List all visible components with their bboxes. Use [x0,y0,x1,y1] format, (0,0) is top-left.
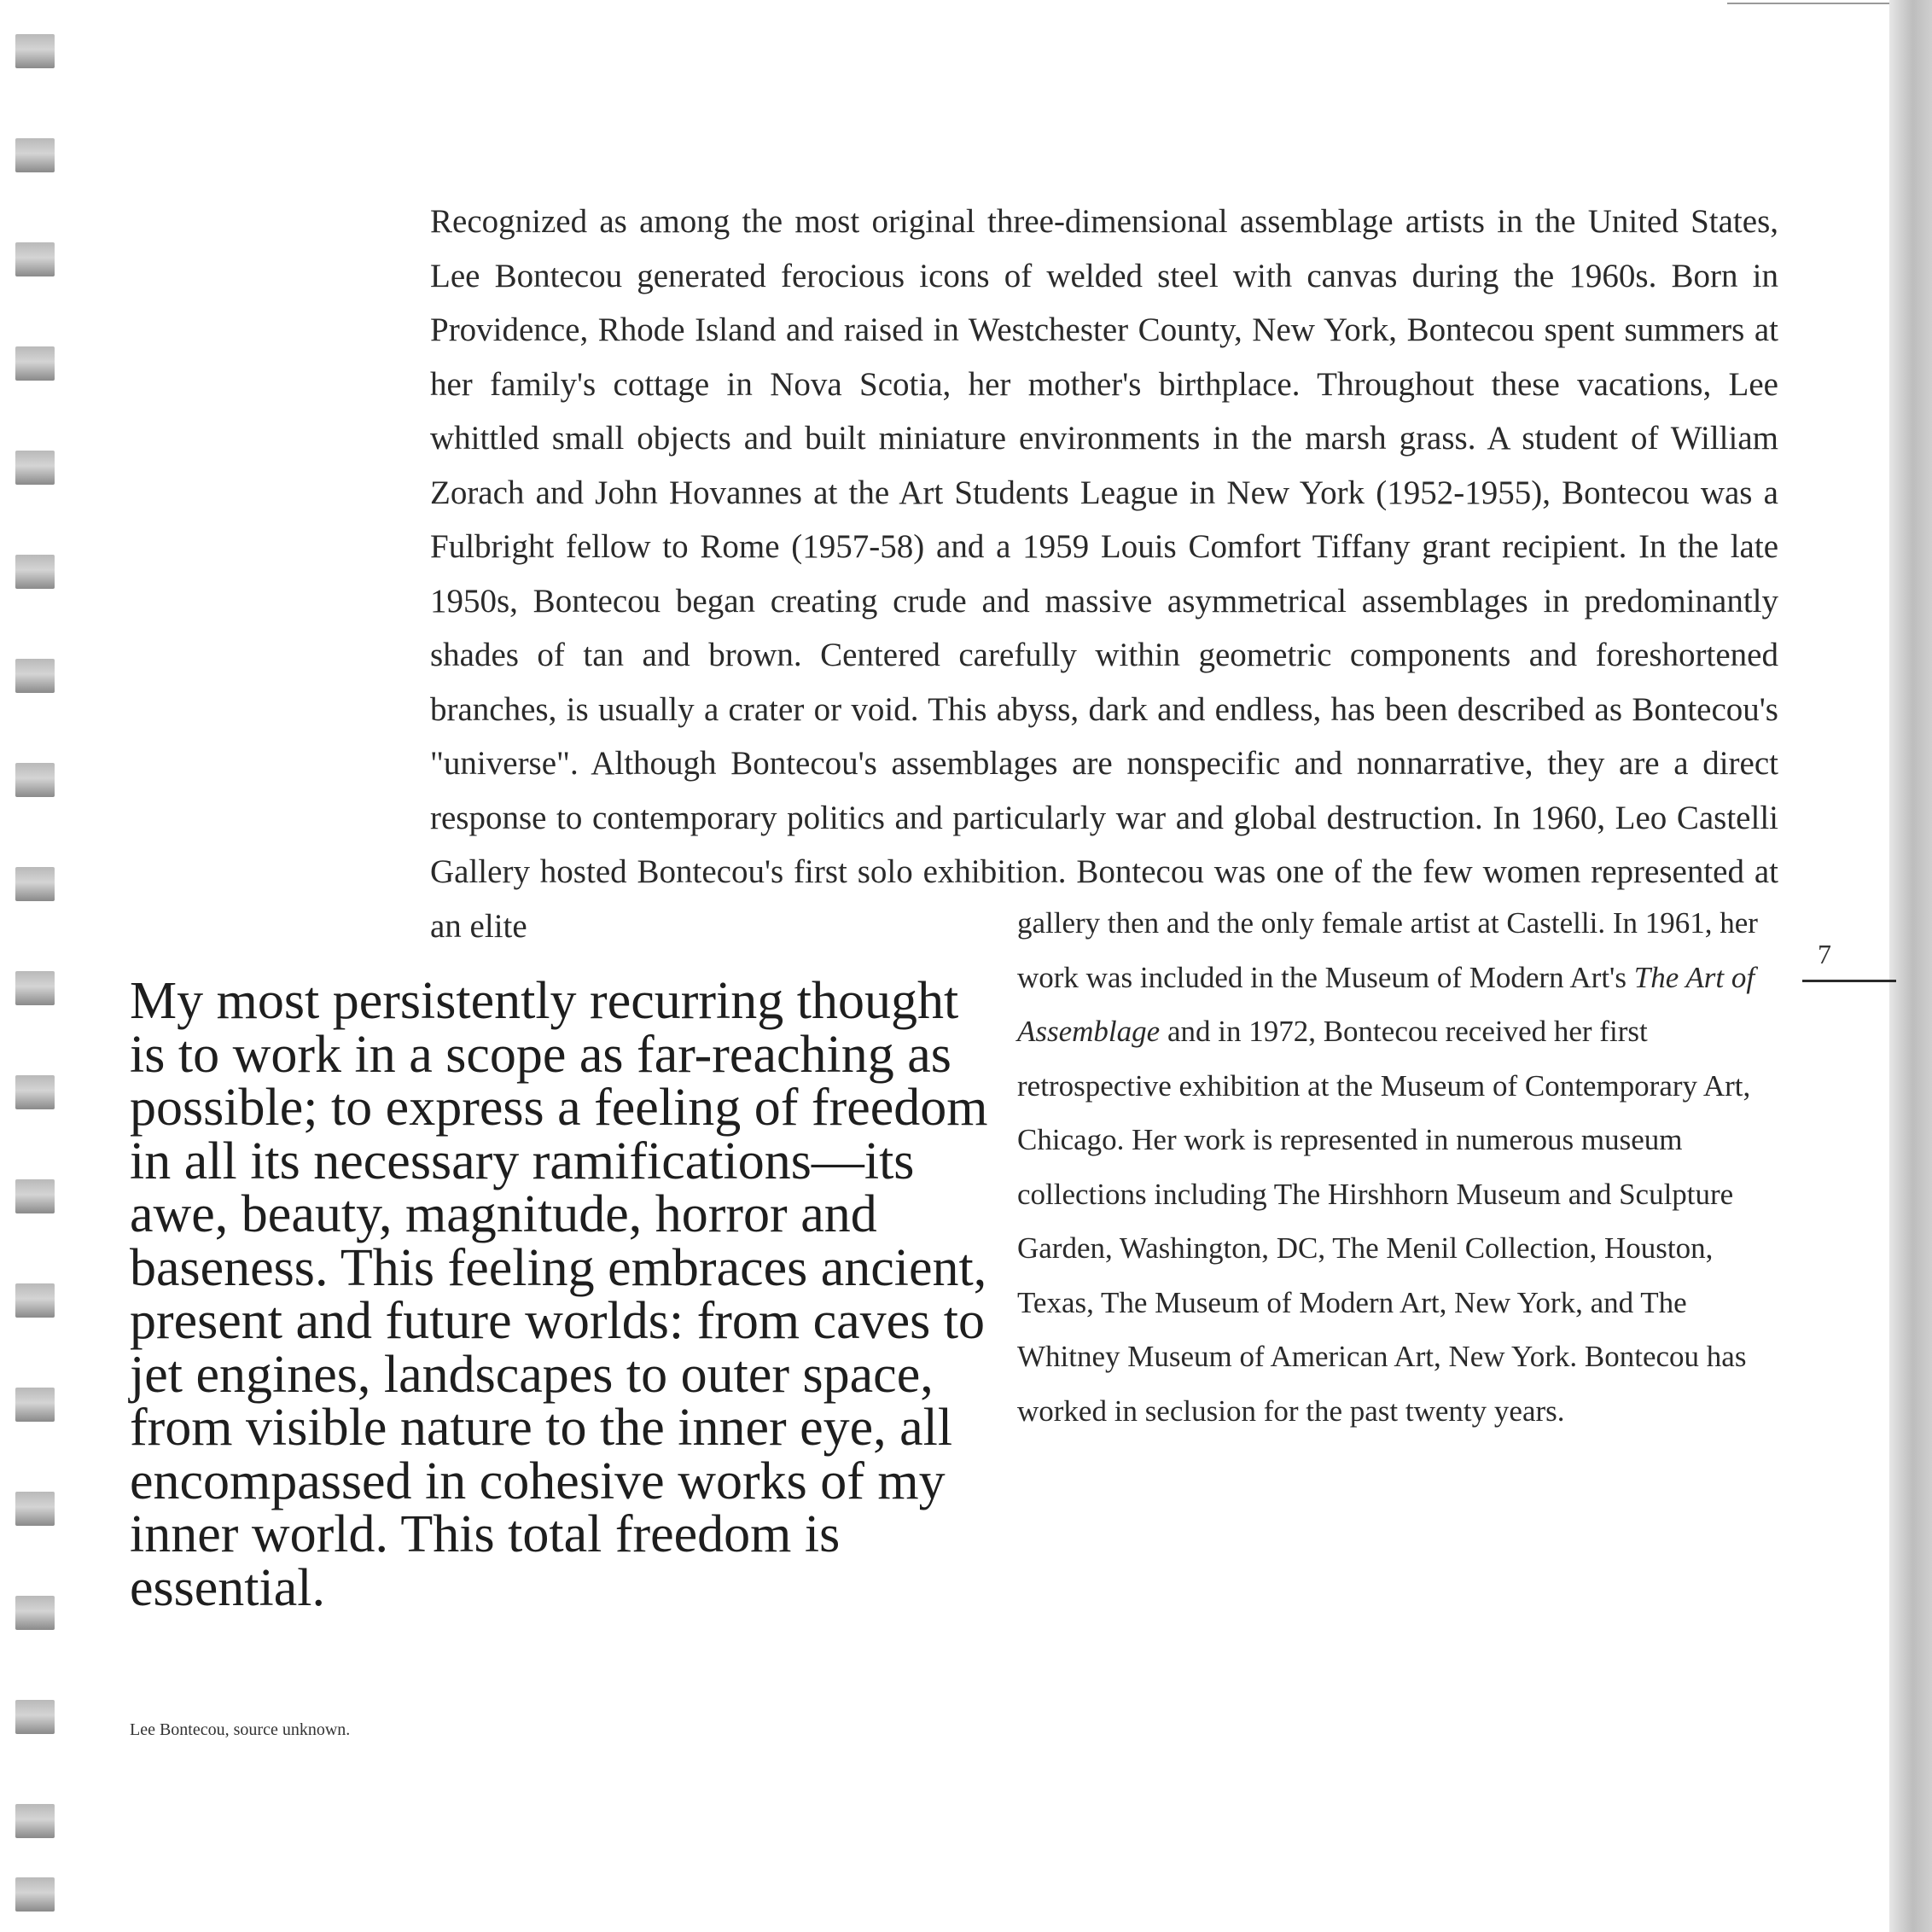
binding-hole [15,1388,55,1422]
binding-hole [15,1492,55,1526]
binding-hole [15,1075,55,1109]
binding-hole [15,659,55,693]
binding-hole [15,1596,55,1630]
binding-hole [15,242,55,276]
artwork-title: The Art of Assemblage [1017,960,1755,1048]
binding-hole [15,763,55,797]
binding-hole [15,34,55,68]
binding-hole [15,1283,55,1318]
binding-hole [15,555,55,589]
binding-holes [15,34,58,1912]
binding-hole [15,1179,55,1213]
pull-quote: My most persistently recurring thought is to work in a scope as far-reaching as possible; to express a feeling of freedom in all its necessary ramifications—its awe, beauty, magnitude, horror and baseness. This feeling embraces ancient, present and future worlds: from caves to jet engines, landscapes to outer space, from visible nature to the inner eye, all encompassed in cohesive works of my inner world. This total freedom is essential. [130,972,988,1617]
intro-paragraph: Recognized as among the most original three-dimensional assemblage artists in the United States, Lee Bontecou generated ferocious icons of welded steel with canvas during the 1960s. Born in Providence, Rhode Island and raised in Westchester County, New York, Bontecou spent summers at her family's cottage in Nova Scotia, her mother's birthplace. Throughout these vacations, Lee whittled small objects and built miniature environments in the marsh grass. A student of William Zorach and John Hovannes at the Art Students League in New York (1952-1955), Bontecou was a Fulbright fellow to Rome (1957-58) and a 1959 Louis Comfort Tiffany grant recipient. In the late 1950s, Bontecou began creating crude and massive asymmetrical assemblages in predominantly shades of tan and brown. Centered carefully within geometric components and foreshortened branches, is usually a crater or void. This abyss, dark and endless, has been described as Bontecou's "universe". Although Bontecou's assemblages are nonspecific and nonnarrative, they are a direct response to contemporary politics and particularly war and global destruction. In 1960, Leo Castelli Gallery hosted Bontecou's first solo exhibition. Bontecou was one of the few women represented at an elite [430,203,1778,945]
binding-hole [15,867,55,901]
right-column-text-continued: and in 1972, Bontecou received her first retrospective exhibition at the Museum of Contemporary Art, Chicago. Her work is represented in numerous museum collections including The Hirshhorn Museum and Sculpture Garden, Washington, DC, The Menil Collection, Houston, Texas, The Museum of Modern Art, New York, and The Whitney Museum of American Art, New York. Bontecou has worked in seclusion for the past twenty years. [1017,1015,1751,1428]
top-rule [1727,3,1889,4]
right-column-paragraph [1017,896,1777,1438]
quote-source: Lee Bontecou, source unknown. [130,1720,351,1739]
page-number-rule [1802,980,1896,982]
right-column-text: gallery then and the only female artist at Castelli. In 1961, her work was included in the Museum of Modern Art's [1017,906,1758,994]
binding-hole [15,451,55,485]
binding-hole [15,971,55,1005]
page-edge [1889,0,1932,1932]
binding-hole [15,346,55,381]
page-number: 7 [1818,939,1831,969]
binding-hole [15,1877,55,1912]
binding-hole [15,1804,55,1838]
binding-hole [15,1700,55,1734]
binding-hole [15,138,55,172]
